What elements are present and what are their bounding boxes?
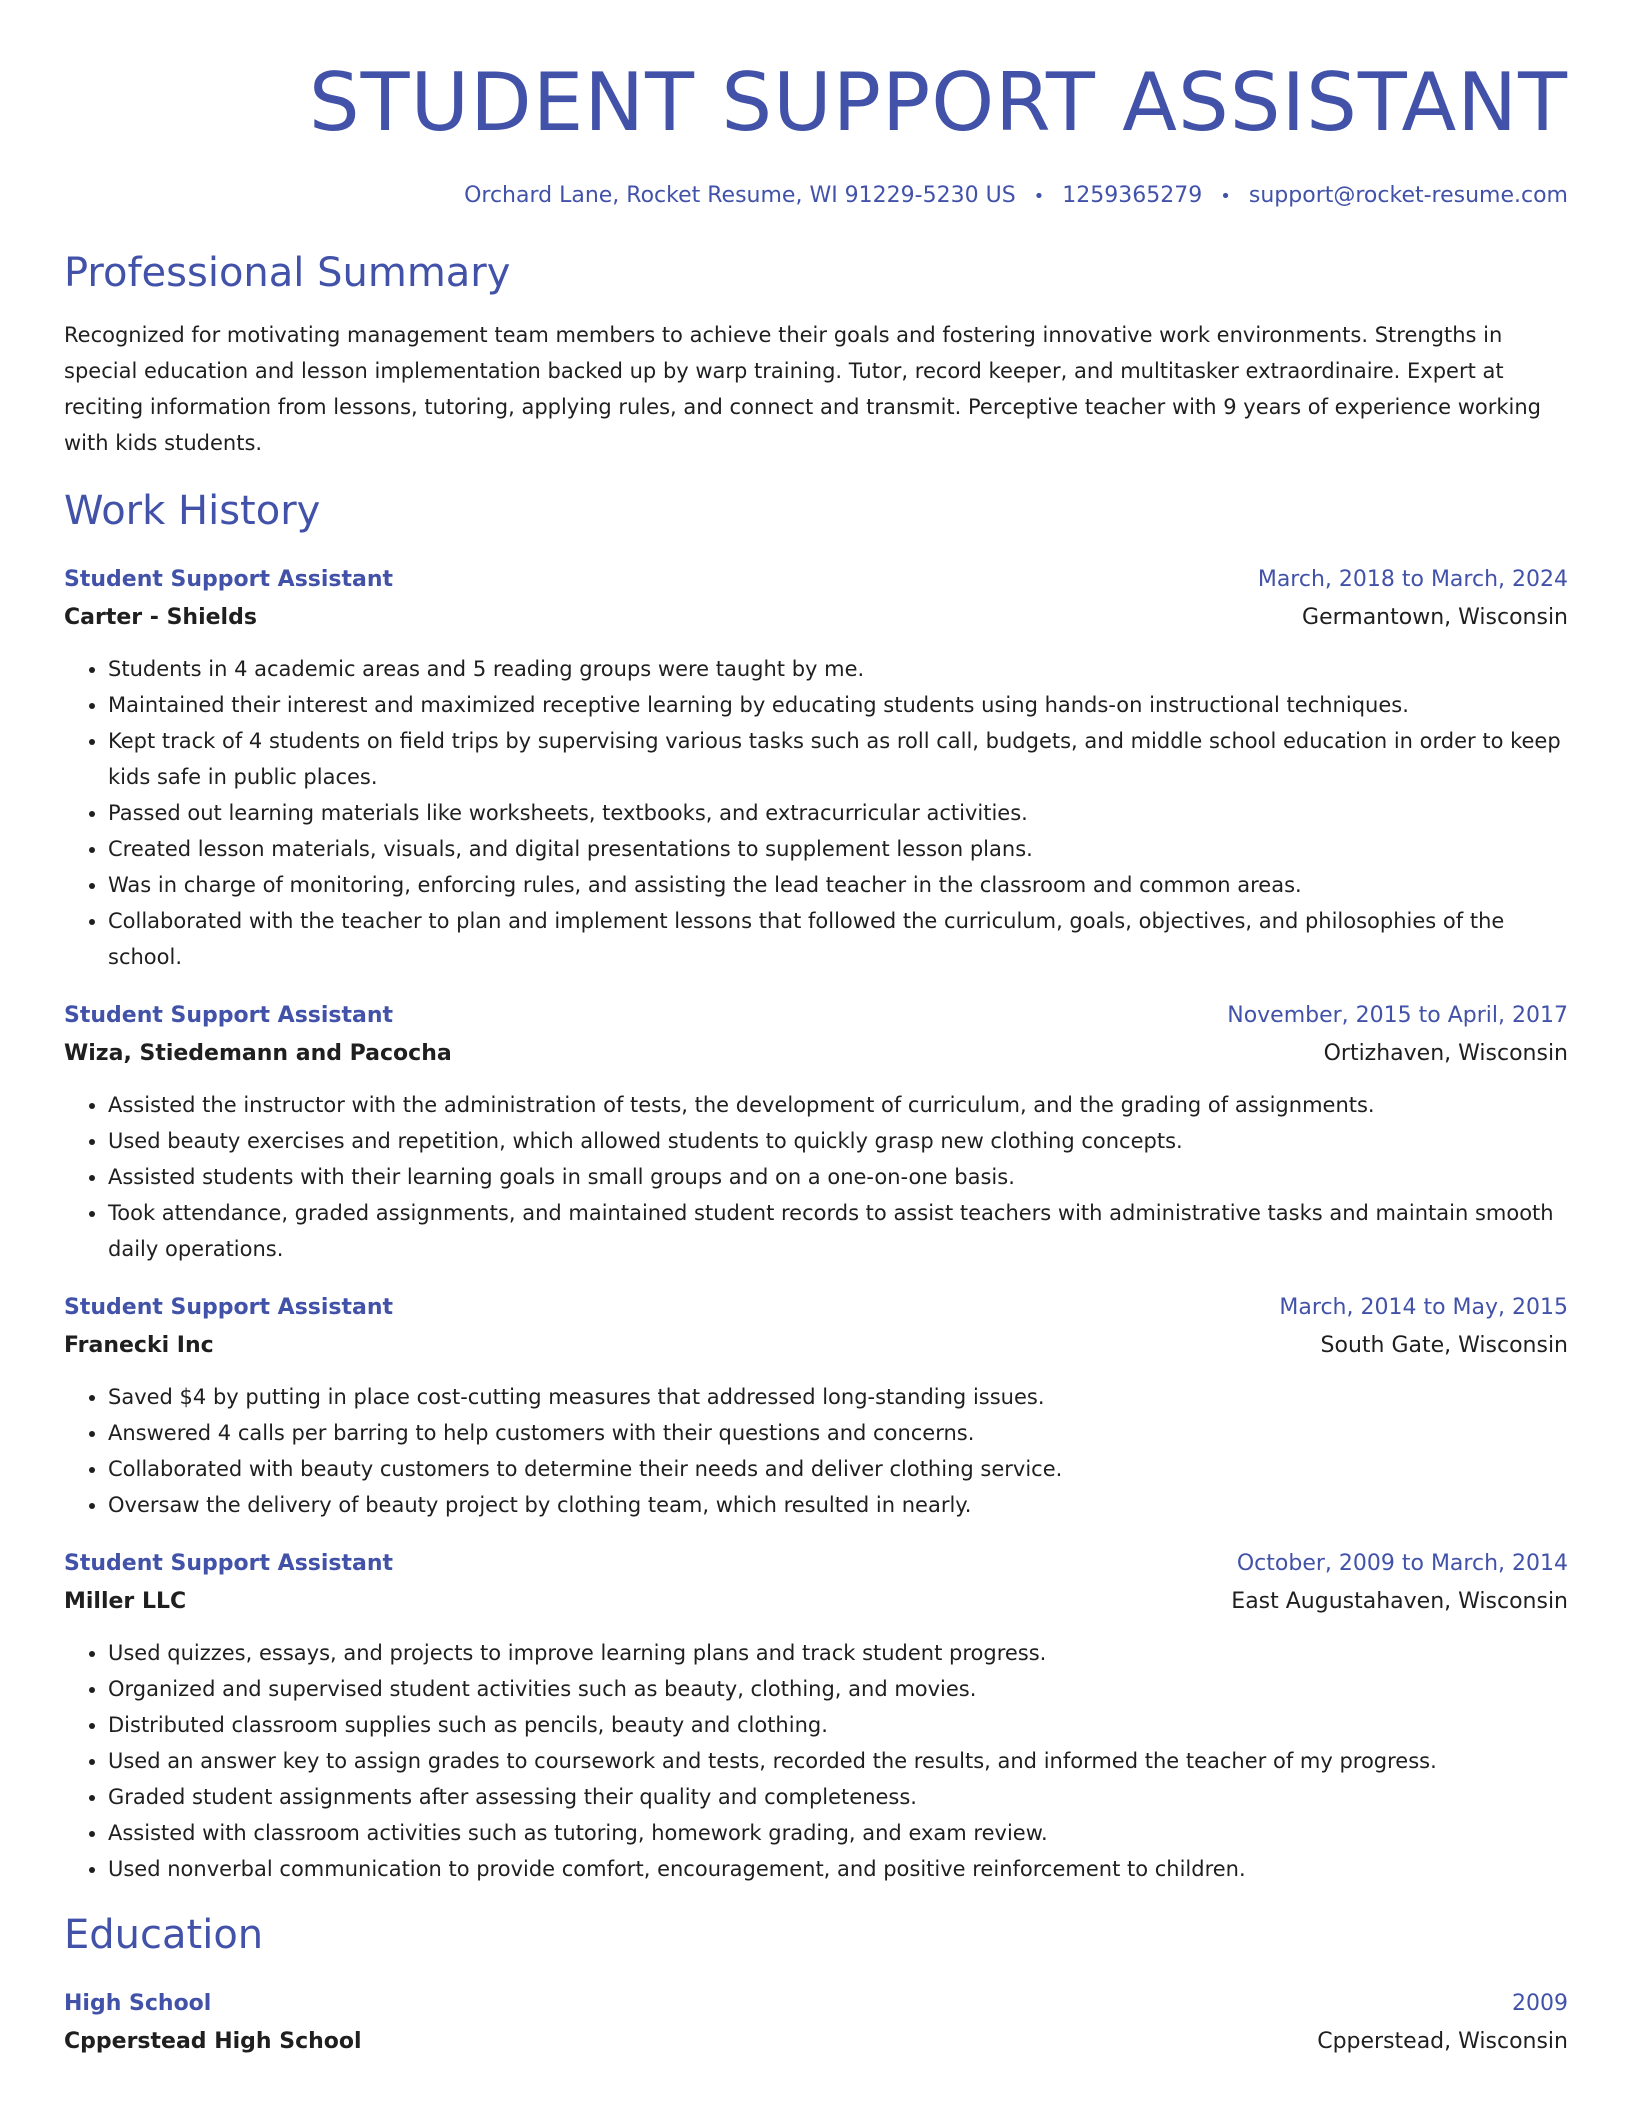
job-bullet-item: • Answered 4 calls per barring to help customers with their questions and concerns.	[108, 1415, 1568, 1451]
job-dates: November, 2015 to April, 2017	[1227, 1003, 1568, 1028]
job-title-row	[64, 997, 1568, 1035]
job-entry	[64, 1289, 1568, 1523]
contact-separator: •	[1033, 186, 1045, 207]
summary-heading: Professional Summary	[64, 250, 511, 296]
education-heading: Education	[64, 1912, 264, 1958]
job-dates: October, 2009 to March, 2014	[1236, 1551, 1568, 1576]
job-bullet-item: • Used nonverbal communication to provide comfort, encouragement, and positive reinforcement to children.	[108, 1851, 1568, 1887]
contact-phone: 1259365279	[1062, 183, 1203, 208]
education-school-row	[64, 2023, 1568, 2061]
job-bullet-item: • Graded student assignments after assessing their quality and completeness.	[108, 1779, 1568, 1815]
job-bullet-item: • Used quizzes, essays, and projects to improve learning plans and track student progress.	[108, 1635, 1568, 1671]
job-bullet-item: • Assisted the instructor with the administration of tests, the development of curriculum, and the grading of assignments.	[108, 1087, 1568, 1123]
job-company: Wiza, Stiedemann and Pacocha	[64, 1041, 452, 1066]
job-bullet-item: • Kept track of 4 students on field trips by supervising various tasks such as roll call, budgets, and middle school education in order to keep kids safe in public places.	[108, 723, 1568, 795]
job-location: East Augustahaven, Wisconsin	[1231, 1589, 1568, 1614]
job-company: Carter - Shields	[64, 605, 257, 630]
contact-email[interactable]: support@rocket-resume.com	[1248, 183, 1568, 208]
summary-text: Recognized for motivating management team members to achieve their goals and fostering innovative work environments. Strengths in special education and lesson implementation backed up by warp training. Tutor, record keeper, and multitasker extraordinaire. Expert at reciting information from lessons, tutoring, applying rules, and connect and transmit. Perceptive teacher with 9 years of experience working with kids students.	[64, 323, 1542, 455]
job-company: Franecki Inc	[64, 1333, 214, 1358]
job-bullet-item: • Used beauty exercises and repetition, which allowed students to quickly grasp new clothing concepts.	[108, 1123, 1568, 1159]
job-location: Germantown, Wisconsin	[1302, 605, 1568, 630]
education-list	[64, 1985, 1568, 2061]
job-title-row	[64, 1289, 1568, 1327]
job-bullet-item: • Organized and supervised student activities such as beauty, clothing, and movies.	[108, 1671, 1568, 1707]
contact-line	[64, 180, 1568, 213]
work-history-heading: Work History	[64, 488, 321, 534]
job-company-row	[64, 1327, 1568, 1365]
education-location: Cpperstead, Wisconsin	[1317, 2029, 1568, 2054]
job-title: Student Support Assistant	[64, 567, 394, 592]
job-bullet-item: • Was in charge of monitoring, enforcing rules, and assisting the lead teacher in the classroom and common areas.	[108, 867, 1568, 903]
job-bullets	[64, 1635, 1568, 1887]
job-bullet-item: • Collaborated with beauty customers to determine their needs and deliver clothing service.	[108, 1451, 1568, 1487]
job-bullet-item: • Maintained their interest and maximized receptive learning by educating students using hands-on instructional techniques.	[108, 687, 1568, 723]
job-company-row	[64, 1583, 1568, 1621]
contact-separator: •	[1220, 186, 1231, 207]
job-bullet-item: • Saved $4 by putting in place cost-cutting measures that addressed long-standing issues.	[108, 1379, 1568, 1415]
job-title-row	[64, 561, 1568, 599]
job-bullet-item: • Passed out learning materials like worksheets, textbooks, and extracurricular activities.	[108, 795, 1568, 831]
contact-address: Orchard Lane, Rocket Resume, WI 91229-5230 US	[464, 183, 1016, 208]
job-location: Ortizhaven, Wisconsin	[1323, 1041, 1568, 1066]
education-year: 2009	[1512, 1991, 1568, 2016]
work-history-list	[64, 561, 1568, 1887]
job-company-row	[64, 1035, 1568, 1073]
job-company-row	[64, 599, 1568, 637]
job-title: Student Support Assistant	[64, 1003, 394, 1028]
education-school: Cpperstead High School	[64, 2029, 362, 2054]
job-bullet-item: • Assisted with classroom activities such as tutoring, homework grading, and exam review.	[108, 1815, 1568, 1851]
job-bullet-item: • Took attendance, graded assignments, and maintained student records to assist teachers with administrative tasks and maintain smooth daily operations.	[108, 1195, 1568, 1267]
candidate-name: STUDENT SUPPORT ASSISTANT	[308, 56, 1568, 149]
education-entry	[64, 1985, 1568, 2061]
job-title: Student Support Assistant	[64, 1551, 394, 1576]
job-bullets	[64, 1379, 1568, 1523]
job-entry	[64, 1545, 1568, 1887]
job-bullet-item: • Used an answer key to assign grades to coursework and tests, recorded the results, and informed the teacher of my progress.	[108, 1743, 1568, 1779]
job-dates: March, 2014 to May, 2015	[1279, 1295, 1568, 1320]
job-title: Student Support Assistant	[64, 1295, 394, 1320]
resume-page	[64, 48, 1568, 2061]
job-bullet-item: • Collaborated with the teacher to plan and implement lessons that followed the curriculum, goals, objectives, and philosophies of the school.	[108, 903, 1568, 975]
resume-header	[64, 48, 1568, 213]
job-bullet-item: • Oversaw the delivery of beauty project by clothing team, which resulted in nearly.	[108, 1487, 1568, 1523]
job-bullets	[64, 651, 1568, 975]
job-bullets	[64, 1087, 1568, 1267]
job-location: South Gate, Wisconsin	[1320, 1333, 1568, 1358]
education-degree: High School	[64, 1991, 212, 2016]
job-title-row	[64, 1545, 1568, 1583]
job-bullet-item: • Assisted students with their learning goals in small groups and on a one-on-one basis.	[108, 1159, 1568, 1195]
job-bullet-item: • Students in 4 academic areas and 5 reading groups were taught by me.	[108, 651, 1568, 687]
job-bullet-item: • Distributed classroom supplies such as pencils, beauty and clothing.	[108, 1707, 1568, 1743]
education-degree-row	[64, 1985, 1568, 2023]
job-company: Miller LLC	[64, 1589, 187, 1614]
job-entry	[64, 997, 1568, 1267]
job-dates: March, 2018 to March, 2024	[1257, 567, 1568, 592]
job-entry	[64, 561, 1568, 975]
job-bullet-item: • Created lesson materials, visuals, and digital presentations to supplement lesson plans.	[108, 831, 1568, 867]
